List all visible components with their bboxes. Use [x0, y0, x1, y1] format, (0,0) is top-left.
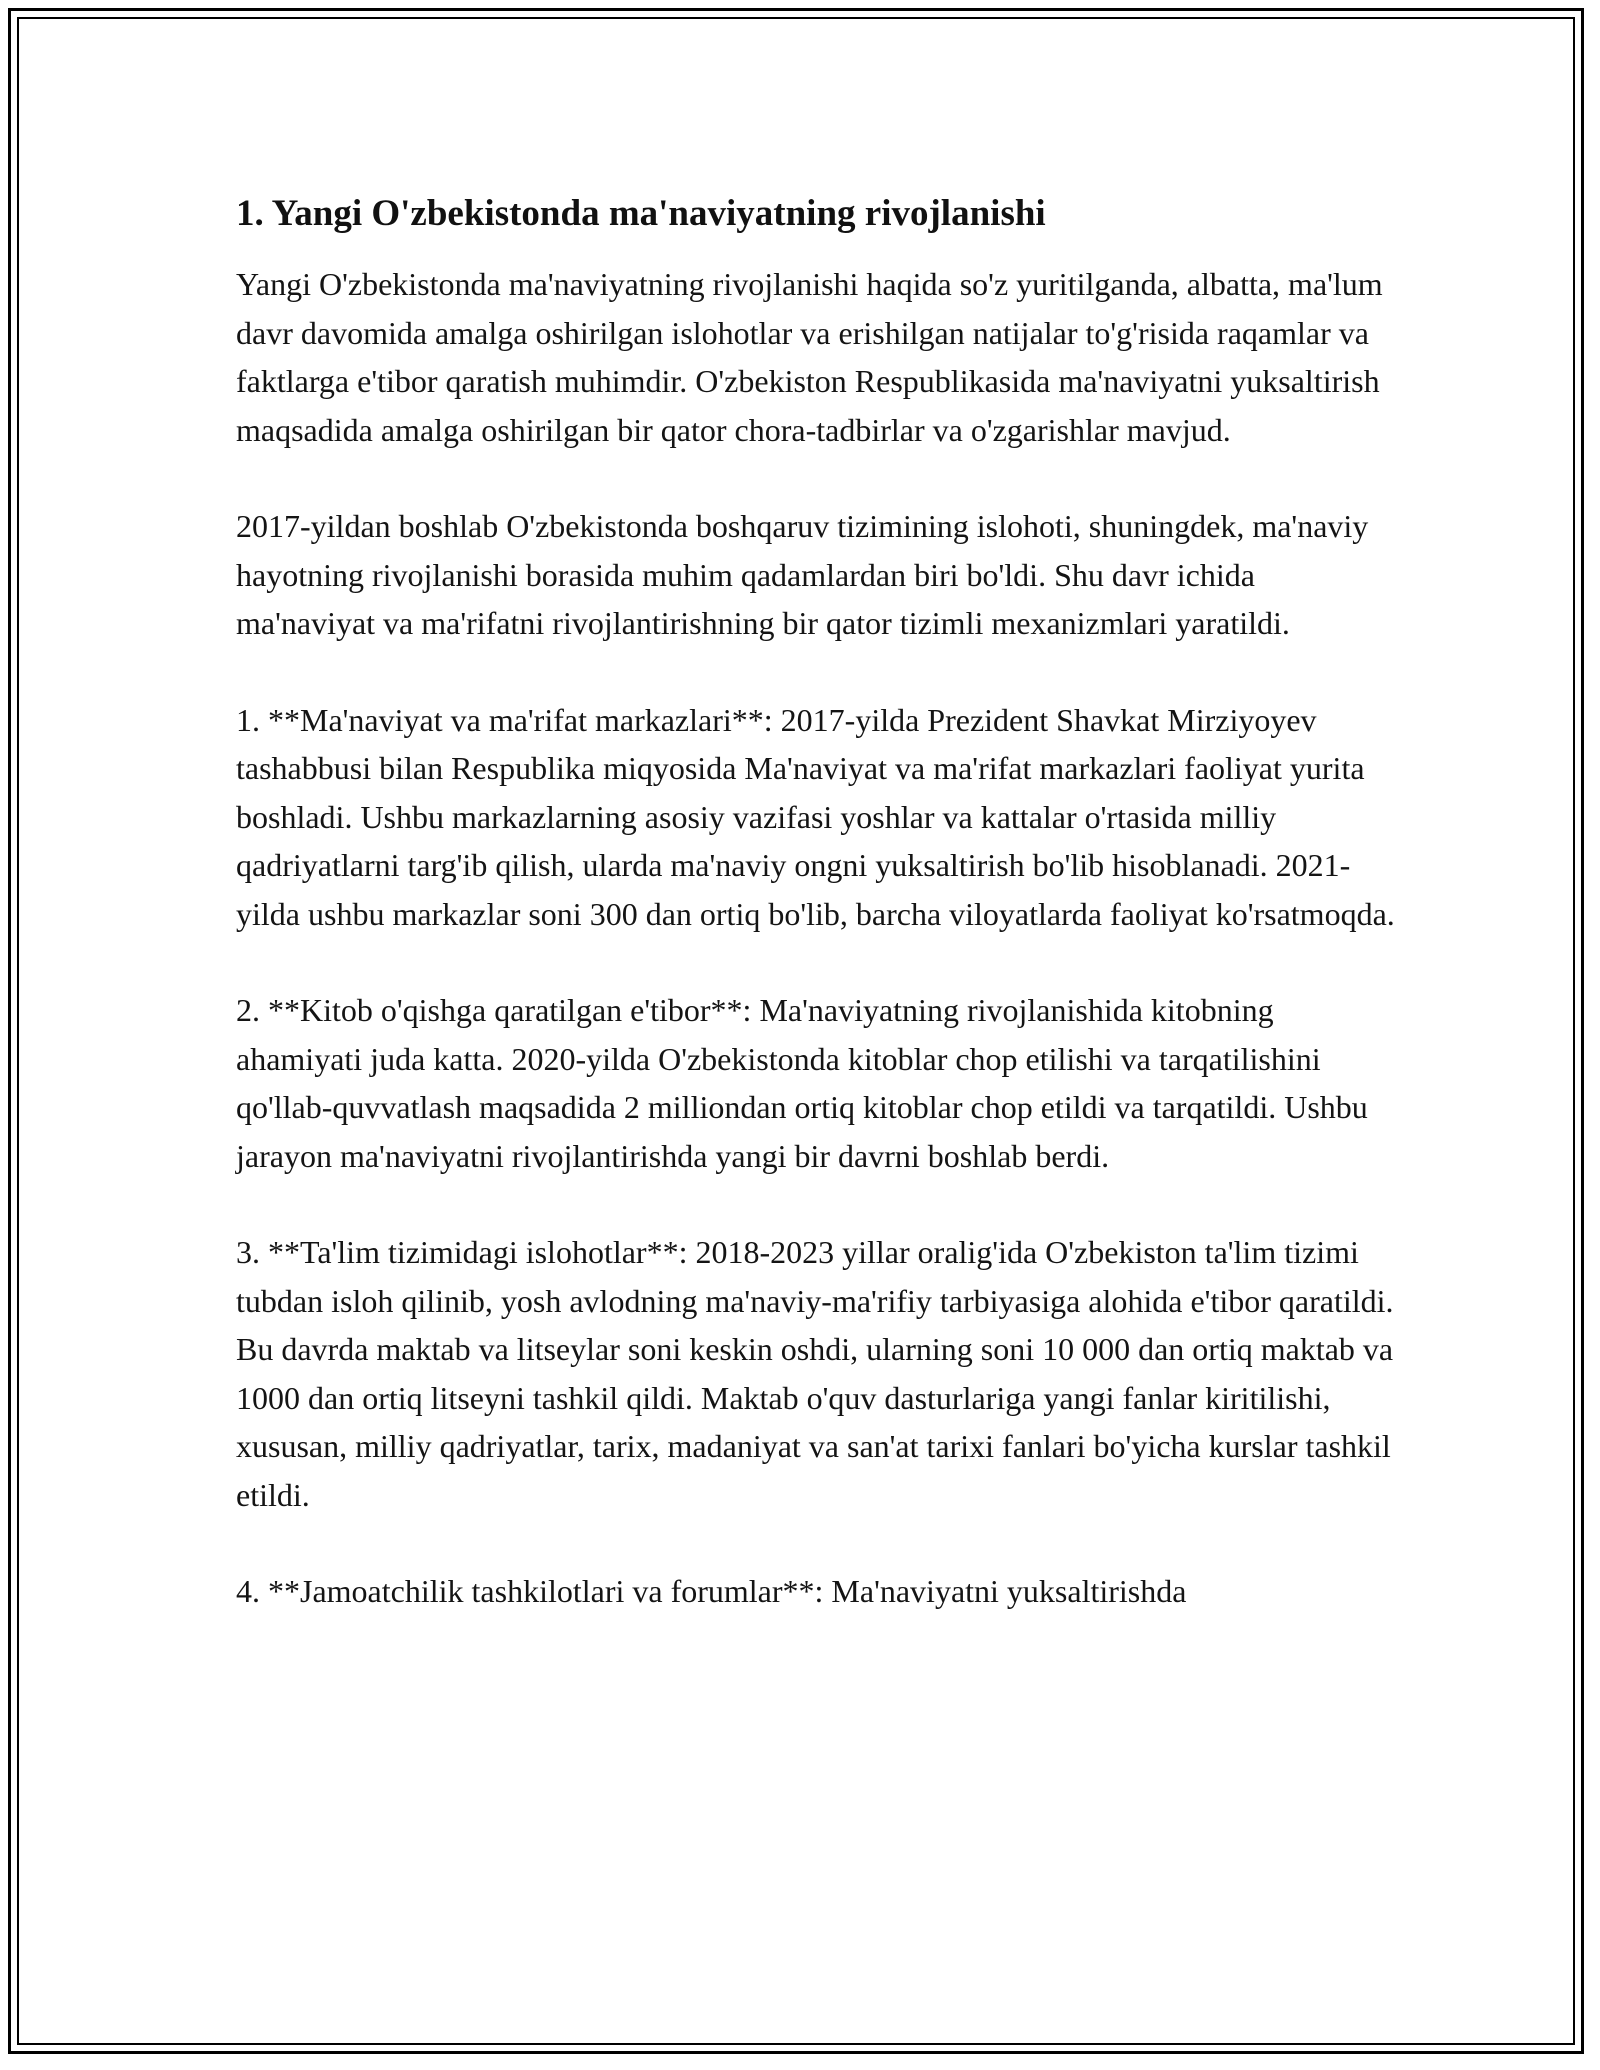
- paragraph-item-3: 3. **Ta'lim tizimidagi islohotlar**: 2018-2023 yillar oralig'ida O'zbekiston ta'lim tizimi tubdan isloh qilinib, yosh avlodning ma'naviy-ma'rifiy tarbiyasiga alohida e'tibor qaratildi. Bu davrda maktab va litseylar soni keskin oshdi, ularning soni 10 000 dan ortiq maktab va 1000 dan ortiq litseyni tashkil qildi. Maktab o'quv dasturlariga yangi fanlar kiritilishi, xususan, milliy qadriyatlar, tarix, madaniyat va san'at tarixi fanlari bo'yicha kurslar tashkil etildi.: [236, 1234, 1394, 1513]
- paragraph-item-4: 4. **Jamoatchilik tashkilotlari va forumlar**: Ma'naviyatni yuksaltirishda: [236, 1573, 1187, 1609]
- paragraph-item-2: 2. **Kitob o'qishga qaratilgan e'tibor**: Ma'naviyatning rivojlanishida kitobning ahamiyati juda katta. 2020-yilda O'zbekistonda kitoblar chop etilishi va tarqatilishini qo'llab-quvvatlash maqsadida 2 milliondan ortiq kitoblar chop etildi va tarqatildi. Ushbu jarayon ma'naviyatni rivojlantirishda yangi bir davrni boshlab berdi.: [236, 992, 1368, 1174]
- paragraph-intro: Yangi O'zbekistonda ma'naviyatning rivojlanishi haqida so'z yuritilganda, albatta, ma'lum davr davomida amalga oshirilgan islohotlar va erishilgan natijalar to'g'risida raqamlar va faktlarga e'tibor qaratish muhimdir. O'zbekiston Respublikasida ma'naviyatni yuksaltirish maqsadida amalga oshirilgan bir qator chora-tadbirlar va o'zgarishlar mavjud.: [236, 266, 1383, 448]
- document-body: [236, 190, 1396, 1664]
- paragraph-2017-reforms: 2017-yildan boshlab O'zbekistonda boshqaruv tizimining islohoti, shuningdek, ma'naviy hayotning rivojlanishi borasida muhim qadamlardan biri bo'ldi. Shu davr ichida ma'naviyat va ma'rifatni rivojlantirishning bir qator tizimli mexanizmlari yaratildi.: [236, 508, 1369, 641]
- section-heading: 1. Yangi O'zbekistonda ma'naviyatning rivojlanishi: [236, 193, 1046, 234]
- paragraph-item-1: 1. **Ma'naviyat va ma'rifat markazlari**: 2017-yilda Prezident Shavkat Mirziyoyev tashabbusi bilan Respublika miqyosida Ma'naviyat va ma'rifat markazlari faoliyat yurita boshladi. Ushbu markazlarning asosiy vazifasi yoshlar va kattalar o'rtasida milliy qadriyatlarni targ'ib qilish, ularda ma'naviy ongni yuksaltirish bo'lib hisoblanadi. 2021-yilda ushbu markazlar soni 300 dan ortiq bo'lib, barcha viloyatlarda faoliyat ko'rsatmoqda.: [236, 701, 1395, 932]
